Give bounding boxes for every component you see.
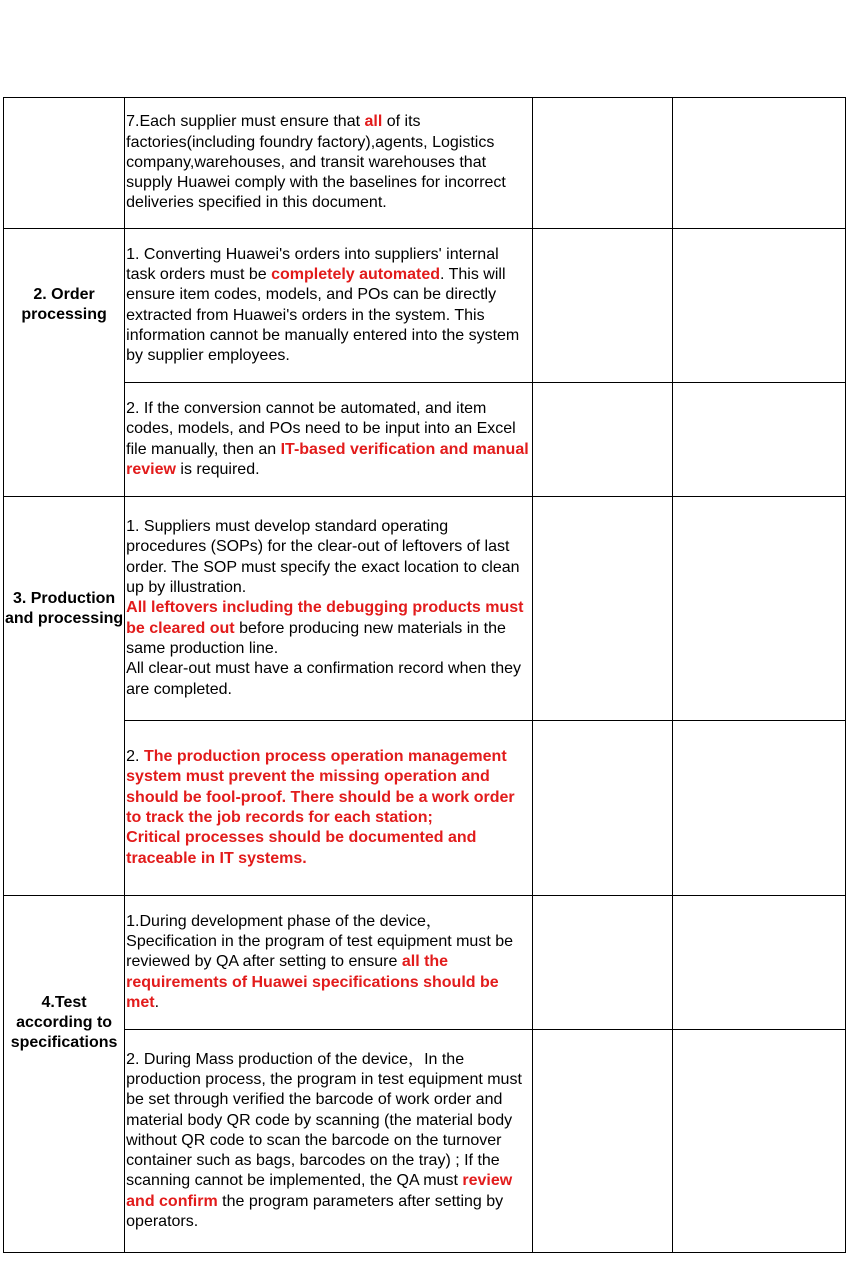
category-cell — [4, 497, 125, 896]
empty-cell — [673, 383, 846, 497]
requirement-cell — [125, 1030, 533, 1253]
table-row — [4, 229, 846, 383]
requirement-text: 7.Each supplier must ensure that — [126, 113, 365, 131]
requirements-table — [3, 97, 846, 1253]
table-row — [4, 721, 846, 896]
empty-cell — [533, 721, 673, 896]
requirement-cell — [125, 383, 533, 497]
category-cell — [4, 229, 125, 497]
requirement-text: of its factories(including foundry factory),agents, Logistics company,warehouses, and transit warehouses that supply Huawei comply with the baselines for incorrect deliveries specified in this document. — [126, 113, 506, 212]
requirement-text: 1. Converting Huawei's orders into suppliers' internal task orders must be — [126, 245, 499, 283]
requirement-text: 2. — [126, 748, 144, 766]
table-row — [4, 1030, 846, 1253]
requirement-cell — [125, 98, 533, 229]
emphasis-text: All leftovers including the debugging products must be cleared out — [126, 599, 524, 637]
requirement-text: 1. Suppliers must develop standard operating procedures (SOPs) for the clear-out of leftovers of last order. The SOP must specify the exact location to clean up by illustration. — [126, 518, 520, 597]
emphasis-text: Critical processes should be documented and traceable in IT systems. — [126, 829, 477, 867]
table-row — [4, 896, 846, 1030]
empty-cell — [533, 1030, 673, 1253]
requirement-cell — [125, 896, 533, 1030]
emphasis-text: all — [364, 113, 383, 131]
requirement-cell — [125, 229, 533, 383]
empty-cell — [673, 229, 846, 383]
requirement-text: 2. If the conversion cannot be automated, and item codes, models, and POs need to be input into an Excel file manually, then an — [126, 399, 516, 458]
emphasis-text: review and confirm — [126, 1172, 513, 1210]
empty-cell — [673, 497, 846, 721]
requirement-text: . — [154, 993, 160, 1011]
empty-cell — [533, 497, 673, 721]
requirement-cell — [125, 721, 533, 896]
requirement-text: the program parameters after setting by operators. — [126, 1192, 504, 1231]
table-row — [4, 98, 846, 229]
requirement-text: . This will ensure item codes, models, and POs can be directly extracted from Huawei's orders in the system. This information cannot be manually entered into the system by supplier employees. — [126, 265, 520, 365]
empty-cell — [533, 896, 673, 1030]
requirement-text: before producing new materials in the same production line. — [126, 619, 506, 657]
empty-cell — [673, 721, 846, 896]
emphasis-text: IT-based verification and manual review — [126, 440, 529, 478]
empty-cell — [673, 98, 846, 229]
requirement-text: All clear-out must have a confirmation record when they are completed. — [126, 660, 521, 698]
emphasis-text: completely automated — [271, 265, 441, 283]
category-cell — [4, 98, 125, 229]
requirement-cell — [125, 497, 533, 721]
empty-cell — [533, 98, 673, 229]
requirement-text: 2. During Mass production of the device，In the production process, the program in test equipment must be set through verified the barcode of work order and material body QR code by scanning (the material body without QR code to scan the barcode on the turnover container such as bags, barcodes on the tray) ; If the scanning cannot be implemented, the QA must — [126, 1050, 522, 1190]
table-row — [4, 383, 846, 497]
empty-cell — [673, 1030, 846, 1253]
emphasis-text: The production process operation management system must prevent the missing operation and should be fool-proof. There should be a work order to track the job records for each station; — [126, 748, 515, 826]
table-row — [4, 497, 846, 721]
category-cell — [4, 896, 125, 1253]
category-label: 2. Order processing — [21, 285, 107, 323]
category-label: 4.Test according to specifications — [10, 994, 118, 1051]
requirement-text: 1.During development phase of the device，Specification in the program of test equipment must be reviewed by QA after setting to ensure — [126, 912, 514, 971]
requirement-text: is required. — [175, 460, 260, 478]
empty-cell — [673, 896, 846, 1030]
category-label: 3. Production and processing — [4, 589, 124, 627]
empty-cell — [533, 383, 673, 497]
emphasis-text: all the requirements of Huawei specifications should be met — [126, 953, 499, 1011]
empty-cell — [533, 229, 673, 383]
